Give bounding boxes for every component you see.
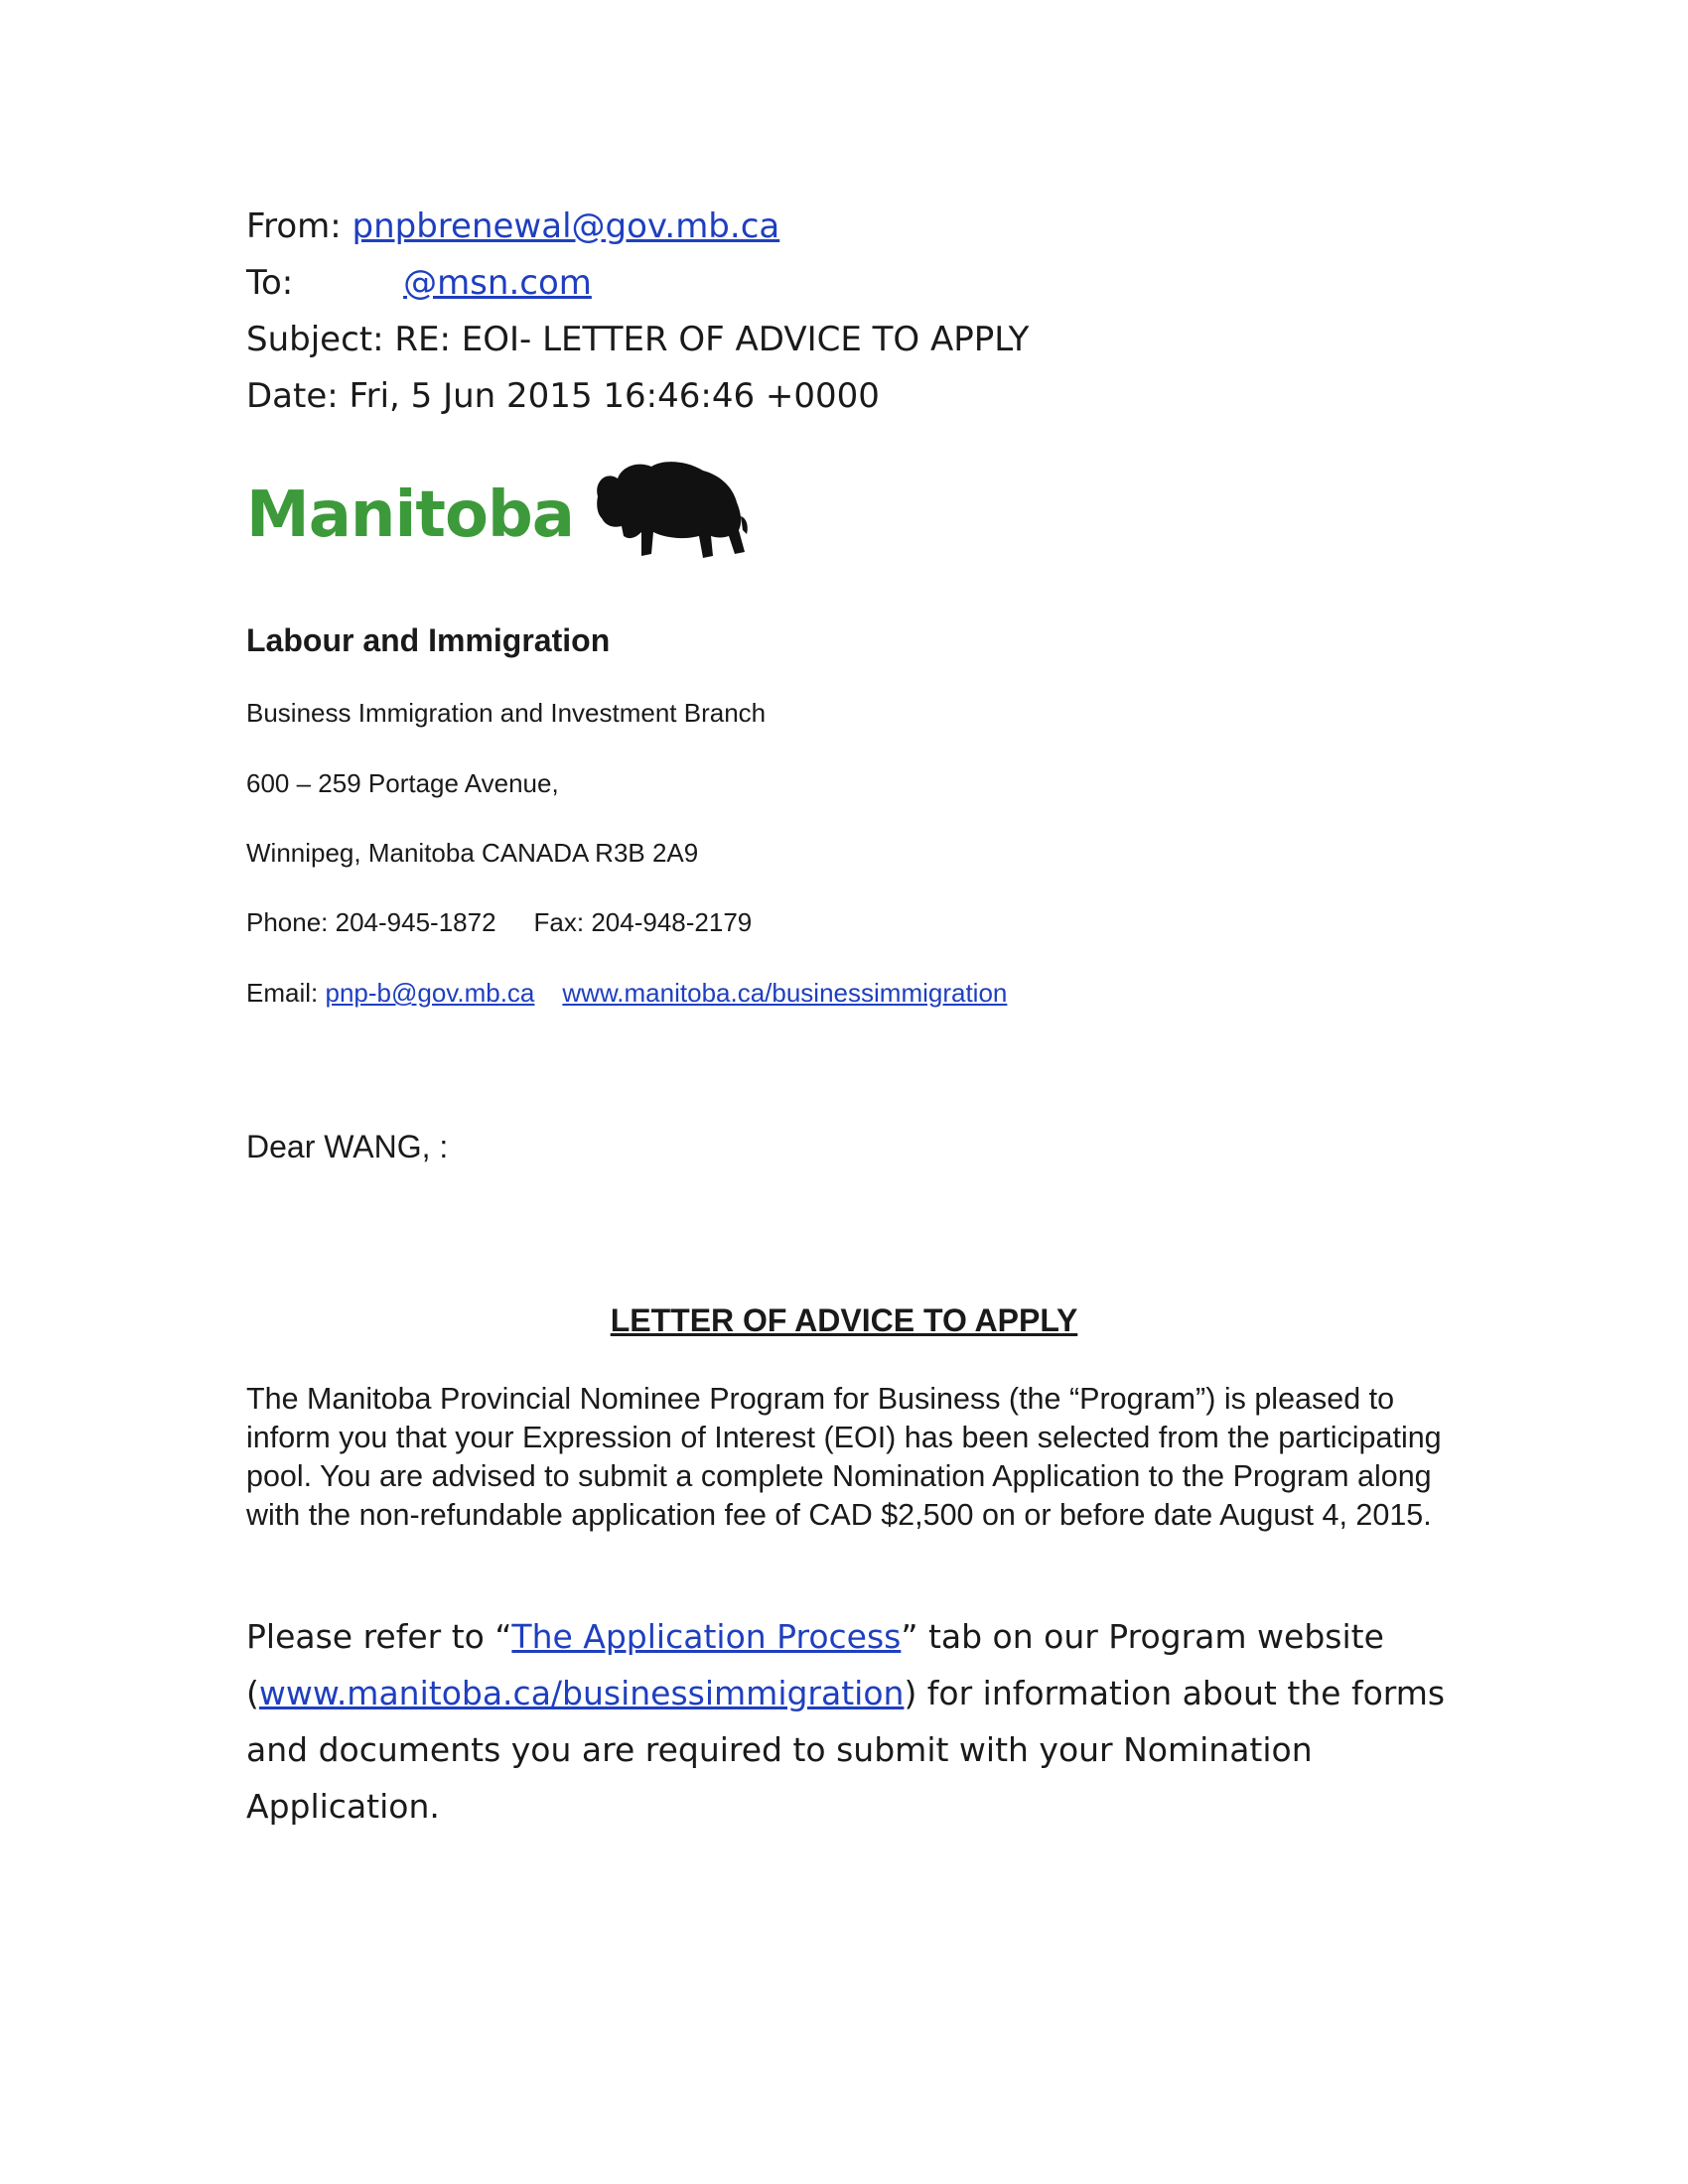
department-title: Labour and Immigration: [246, 622, 611, 658]
from-label: From:: [246, 206, 342, 246]
email-label: Email:: [246, 978, 319, 1008]
from-row: [246, 199, 1537, 255]
subject-value: RE: EOI- LETTER OF ADVICE TO APPLY: [394, 320, 1030, 359]
fax-number: Fax: 204-948-2179: [533, 907, 753, 937]
phone-number: Phone: 204-945-1872: [246, 907, 496, 937]
department-website-link[interactable]: www.manitoba.ca/businessimmigration: [562, 978, 1008, 1008]
paragraph-2-middle: ” tab on our Program website (: [246, 1617, 1384, 1712]
branch-name: Business Immigration and Investment Branch: [246, 698, 767, 728]
subject-row: [246, 312, 1537, 368]
body-paragraph-2: [246, 1608, 1468, 1835]
bison-icon: [592, 457, 751, 566]
date-value: Fri, 5 Jun 2015 16:46:46 +0000: [349, 376, 880, 416]
email-header: [246, 199, 1537, 425]
program-website-link[interactable]: www.manitoba.ca/businessimmigration: [258, 1674, 905, 1712]
city-address: Winnipeg, Manitoba CANADA R3B 2A9: [246, 838, 699, 868]
street-address: 600 – 259 Portage Avenue,: [246, 768, 559, 798]
phone-fax-row: [246, 906, 752, 938]
letter-title: LETTER OF ADVICE TO APPLY: [610, 1302, 1078, 1338]
department-email-link[interactable]: pnp-b@gov.mb.ca: [325, 978, 535, 1008]
greeting: Dear WANG, :: [246, 1129, 449, 1164]
manitoba-logo: [246, 457, 753, 566]
paragraph-2-intro: Please refer to “: [246, 1617, 512, 1656]
application-process-link[interactable]: The Application Process: [511, 1617, 902, 1656]
to-email-domain: @msn.com: [403, 263, 592, 303]
paragraph-2-end: ) for information about the forms and documents you are required to submit with your Nomination Application.: [246, 1674, 1446, 1826]
from-email-link[interactable]: pnpbrenewal@gov.mb.ca: [352, 206, 780, 246]
date-row: [246, 368, 1537, 425]
date-label: Date:: [246, 376, 339, 416]
subject-label: Subject:: [246, 320, 384, 359]
to-row: [246, 255, 1537, 312]
contact-row: [246, 977, 1007, 1009]
to-email-link[interactable]: [304, 263, 592, 303]
to-label: To:: [246, 263, 294, 303]
body-paragraph-1: The Manitoba Provincial Nominee Program for Business (the “Program”) is pleased to inform you that your Expression of Interest (EOI) has been selected from the participating pool. You are advised to submit a complete Nomination Application to the Program along with the non-refundable application fee of CAD $2,500 on or before date August 4, 2015.: [246, 1382, 1442, 1532]
logo-wordmark: Manitoba: [246, 478, 574, 552]
